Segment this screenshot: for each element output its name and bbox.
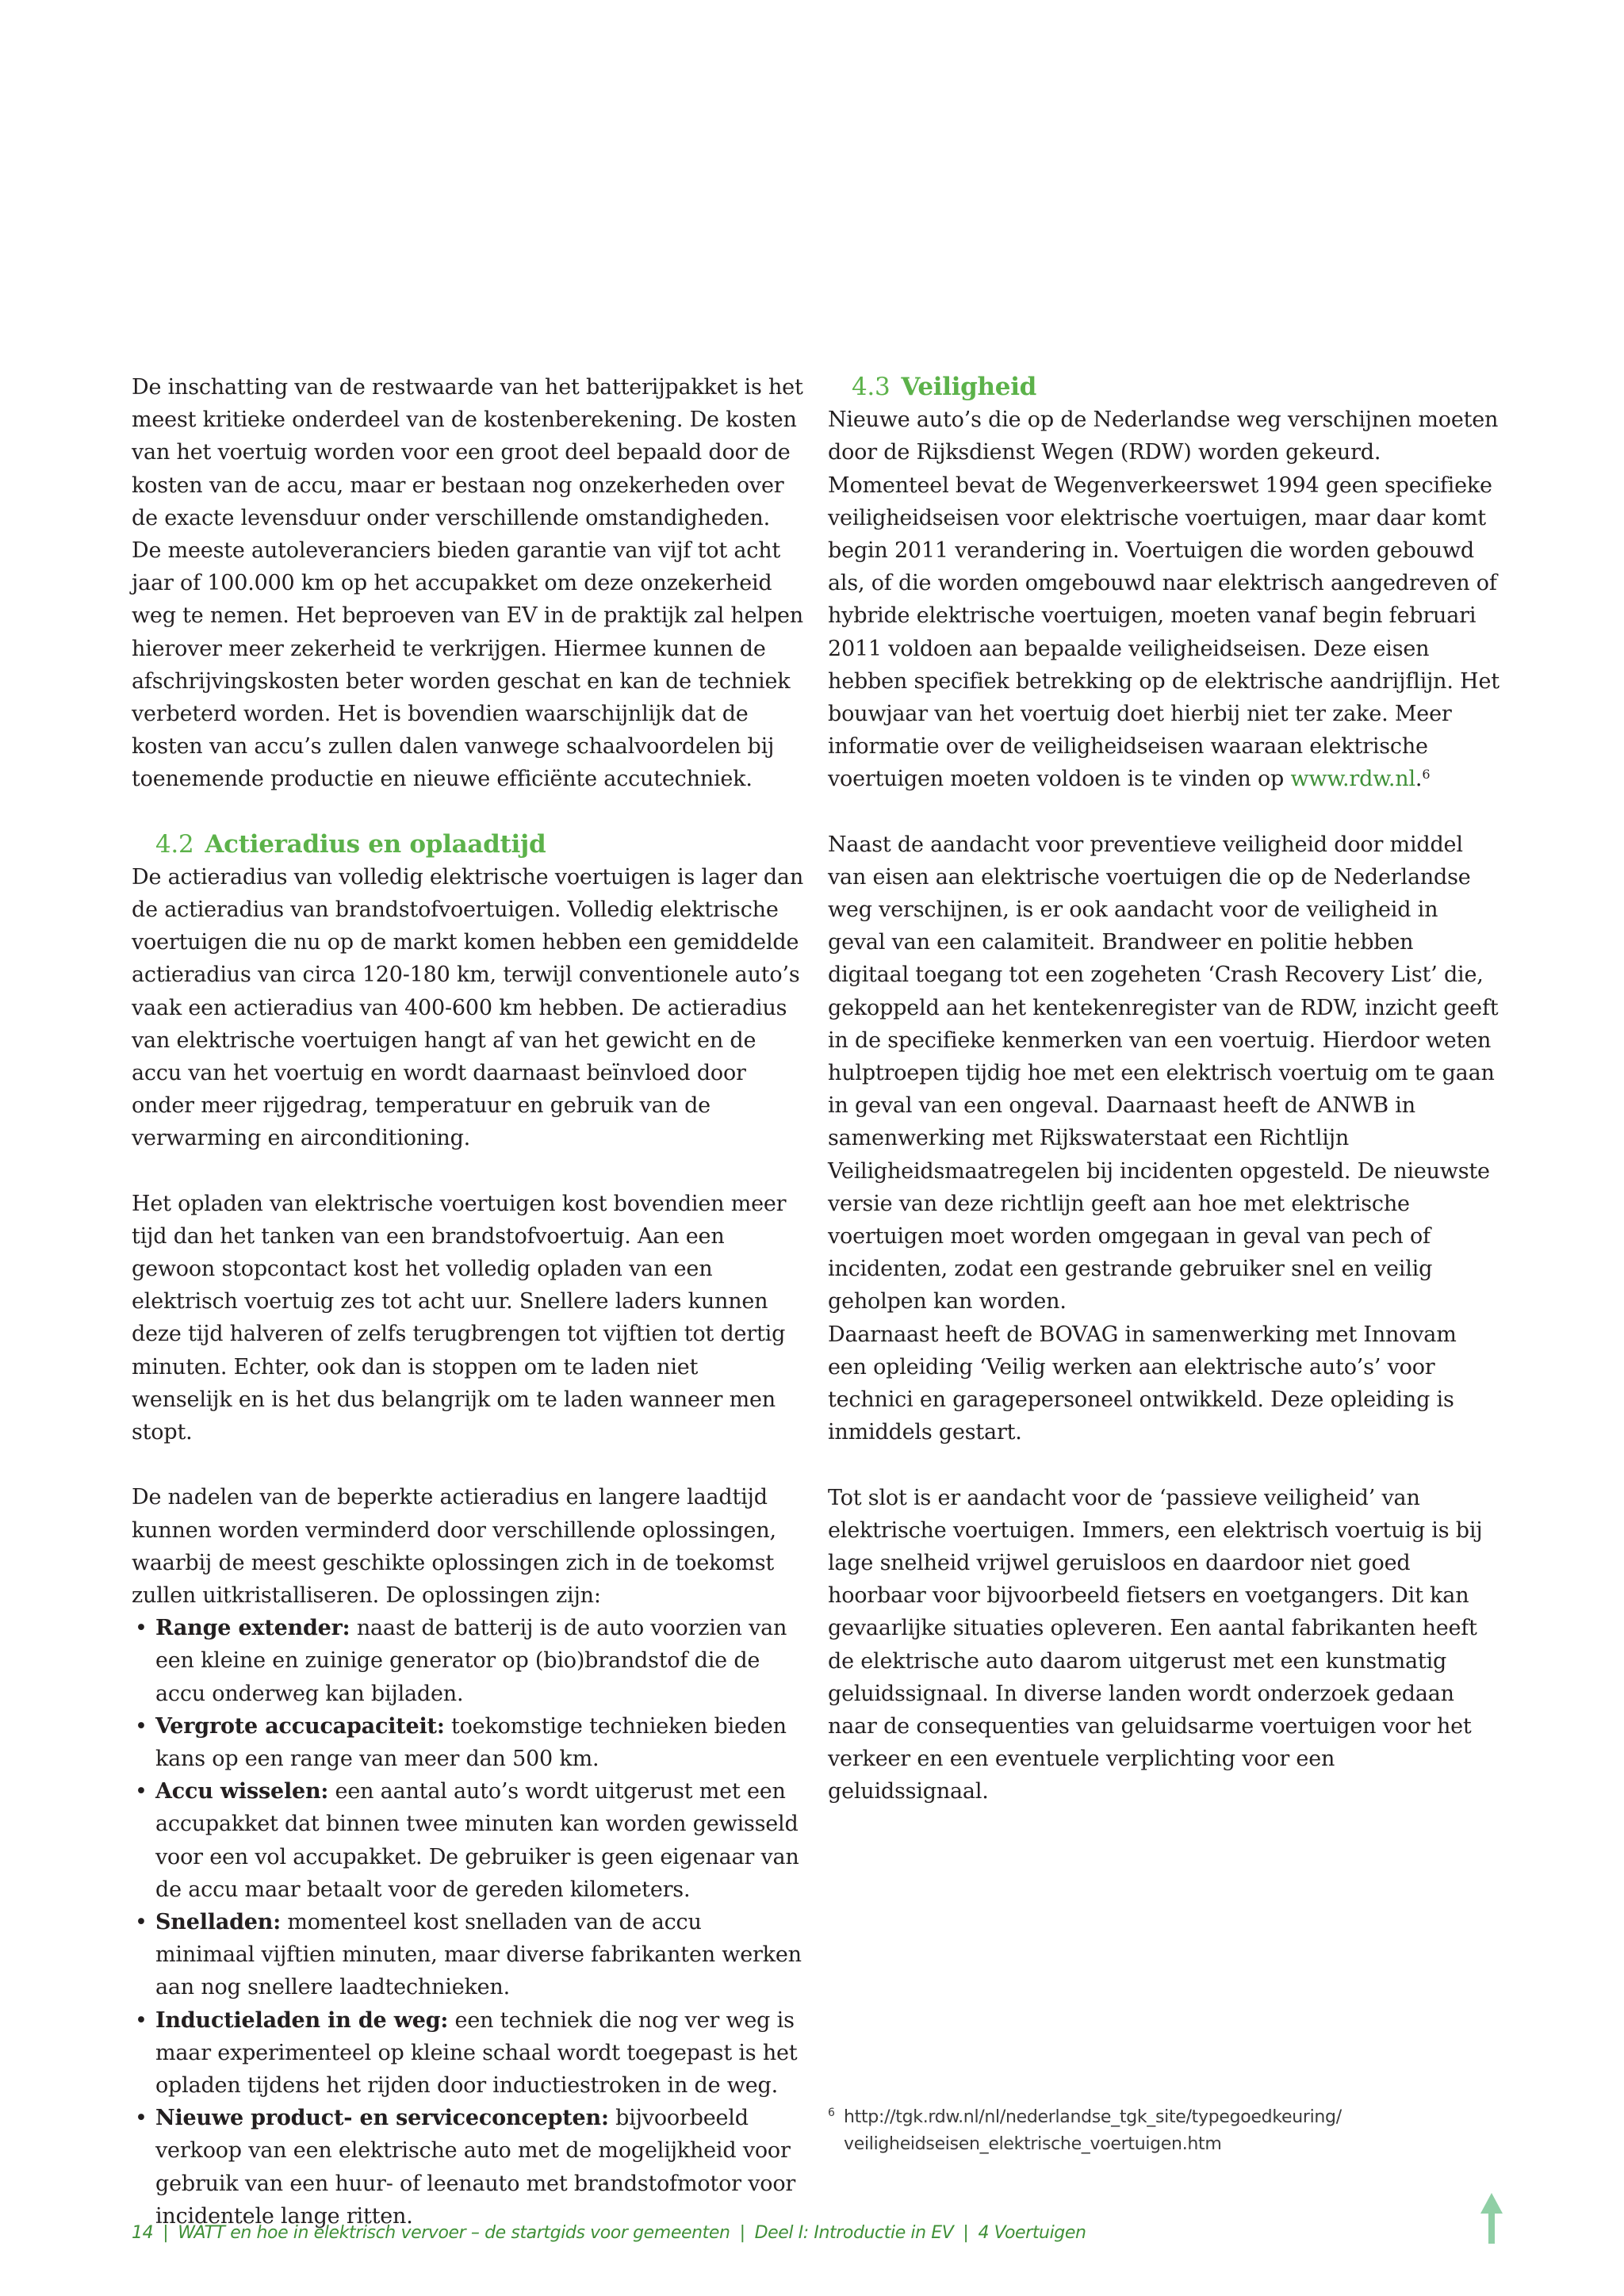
footer-separator: |	[963, 2223, 969, 2243]
section-title: Actieradius en oplaadtijd	[205, 829, 546, 859]
paragraph-rdw-inspection: Nieuwe auto’s die op de Nederlandse weg verschijnen moeten door de Rijksdienst Wegen (RDW) worden gekeurd. Momenteel bevat de Wegenverkeerswet 1994 geen specifieke veiligheidseisen voor elektrische voertuigen, maar daar komt begin 2011 verandering in. Voertuigen die worden gebouwd als, of die worden omgebouwd naar elektrisch aangedreven of hybride elektrische voertuigen, moeten vanaf begin februari 2011 voldoen aan bepaalde veiligheidseisen. Deze eisen hebben specifiek betrekking op de elektrische aandrijflijn. Het bouwjaar van het voertuig doet hierbij niet ter zake. Meer informatie over de veiligheidseisen waaraan elektrische voertuigen moeten voldoen is te vinden op www.rdw.nl.$^6$	[828, 408, 1500, 792]
paragraph-calamity-safety: Naast de aandacht voor preventieve veiligheid door middel van eisen aan elektrische voertuigen die op de Nederlandse weg verschijnen, is er ook aandacht voor de veiligheid in geval van een calamiteit. Brandweer en politie hebben digitaal toegang tot een zogeheten ‘Crash Recovery List’ die, gekoppeld aan het kentekenregister van de RDW, inzicht geeft in de specifieke kenmerken van een voertuig. Hierdoor weten hulptroepen tijdig hoe met een elektrisch voertuig om te gaan in geval van een ongeval. Daarnaast heeft de ANWB in samenwerking met Rijkswaterstaat een Richtlijn Veiligheidsmaatregelen bij incidenten opgesteld. De nieuwste versie van deze richtlijn geeft aan hoe met elektrische voertuigen moet worden omgegaan in geval van pech of incidenten, zodat een gestrande gebruiker snel en veilig geholpen kan worden.	[828, 832, 1499, 1314]
list-item: • Inductieladen in de weg: een techniek die nog ver weg is maar experimenteel op kleine schaal wordt toegepast is het opladen tijdens het rijden door inductiestroken in de weg.	[132, 2004, 804, 2103]
right-column	[828, 371, 1500, 1808]
up-arrow-icon[interactable]	[1480, 2193, 1503, 2244]
part-title: Deel I: Introductie in EV	[754, 2223, 954, 2243]
footnote-url[interactable]: http://tgk.rdw.nl/nl/nederlandse_tgk_site/typegoedkeuring/ veiligheidseisen_elektrische_voertuigen.htm	[844, 2107, 1342, 2154]
section-title: Veiligheid	[901, 373, 1037, 401]
publication-title: WATT en hoe in elektrisch vervoer – de startgids voor gemeenten	[178, 2223, 730, 2243]
paragraph-solutions-intro: De nadelen van de beperkte actieradius en langere laadtijd kunnen worden verminderd door verschillende oplossingen, waarbij de meest geschikte oplossingen zich in de toekomst zullen uitkristalliseren. De oplossingen zijn:	[132, 1485, 776, 1608]
paragraph-battery-residual-value: De inschatting van de restwaarde van het batterijpakket is het meest kritieke onderdeel van de kostenberekening. De kosten van het voertuig worden voor een groot deel bepaald door de kosten van de accu, maar er bestaan nog onzekerheden over de exacte levensduur onder verschillende omstandigheden. De meeste autoleveranciers bieden garantie van vijf tot acht jaar of 100.000 km op het accupakket om deze onzekerheid weg te nemen. Het beproeven van EV in de praktijk zal helpen hierover meer zekerheid te verkrijgen. Hiermee kunnen de afschrijvingskosten beter worden geschat en kan de techniek verbeterd worden. Het is bovendien waarschijnlijk dat de kosten van accu’s zullen dalen vanwege schaalvoordelen bij toenemende productie en nieuwe efficiënte accutechniek.	[132, 375, 803, 792]
solutions-list	[132, 1612, 804, 2233]
list-item: • Snelladen: momenteel kost snelladen van de accu minimaal vijftien minuten, maar diverse fabrikanten werken aan nog snellere laadtechnieken.	[132, 1906, 804, 2004]
paragraph-passive-safety: Tot slot is er aandacht voor de ‘passieve veiligheid’ van elektrische voertuigen. Immers, een elektrisch voertuig is bij lage snelheid vrijwel geruisloos en daardoor niet goed hoorbaar voor bijvoorbeeld fietsers en voetgangers. Dit kan gevaarlijke situaties opleveren. Een aantal fabrikanten heeft de elektrische auto daarom uitgerust met een kunstmatig geluidssignaal. In diverse landen wordt onderzoek gedaan naar de consequenties van geluidsarme voertuigen voor het verkeer en een eventuele verplichting voor een geluidssignaal.	[828, 1485, 1483, 1804]
paragraph-charging-time: Het opladen van elektrische voertuigen kost bovendien meer tijd dan het tanken van een brandstofvoertuig. Aan een gewoon stopcontact kost het volledig opladen van een elektrisch voertuig zes tot acht uur. Snellere laders kunnen deze tijd halveren of zelfs terugbrengen tot vijftien tot dertig minuten. Echter, ook dan is stoppen om te laden niet wenselijk en is het dus belangrijk om te laden wanneer men stopt.	[132, 1191, 787, 1445]
footnote-number: 6	[828, 2107, 835, 2119]
footer-separator: |	[163, 2223, 169, 2243]
section-heading-4-2	[132, 828, 804, 861]
section-number: 4.3	[852, 373, 891, 401]
section-heading-4-3	[828, 371, 1500, 404]
page-number: 14	[132, 2223, 154, 2243]
rdw-link[interactable]: www.rdw.nl	[1290, 767, 1415, 792]
footer-separator: |	[739, 2223, 745, 2243]
page-footer	[132, 2223, 1480, 2243]
footnote-ref[interactable]: 6	[1422, 767, 1431, 783]
chapter-title: 4 Voertuigen	[978, 2223, 1086, 2243]
list-item: • Range extender: naast de batterij is de auto voorzien van een kleine en zuinige generator op (bio)brandstof die de accu onderweg kan bijladen.	[132, 1612, 804, 1710]
list-item: • Nieuwe product- en serviceconcepten: bijvoorbeeld verkoop van een elektrische auto met de mogelijkheid voor gebruik van een huur- of leenauto met brandstofmotor voor incidentele lange ritten.	[132, 2102, 804, 2233]
paragraph-range: De actieradius van volledig elektrische voertuigen is lager dan de actieradius van brandstofvoertuigen. Volledig elektrische voertuigen die nu op de markt komen hebben een gemiddelde actieradius van circa 120-180 km, terwijl conventionele auto’s vaak een actieradius van 400-600 km hebben. De actieradius van elektrische voertuigen hangt af van het gewicht en de accu van het voertuig en wordt daarnaast beïnvloed door onder meer rijgedrag, temperatuur en gebruik van de verwarming en airconditioning.	[132, 864, 804, 1151]
footnote	[828, 2104, 1478, 2158]
list-item: • Accu wisselen: een aantal auto’s wordt uitgerust met een accupakket dat binnen twee minuten kan worden gewisseld voor een vol accupakket. De gebruiker is geen eigenaar van de accu maar betaalt voor de gereden kilometers.	[132, 1775, 804, 1906]
left-column	[132, 371, 804, 2233]
list-item: • Vergrote accucapaciteit: toekomstige technieken bieden kans op een range van meer dan 500 km.	[132, 1710, 804, 1775]
section-number: 4.2	[155, 829, 194, 859]
paragraph-bovag-training: Daarnaast heeft de BOVAG in samenwerking met Innovam een opleiding ‘Veilig werken aan elektrische auto’s’ voor technici en garagepersoneel ontwikkeld. Deze opleiding is inmiddels gestart.	[828, 1322, 1457, 1445]
